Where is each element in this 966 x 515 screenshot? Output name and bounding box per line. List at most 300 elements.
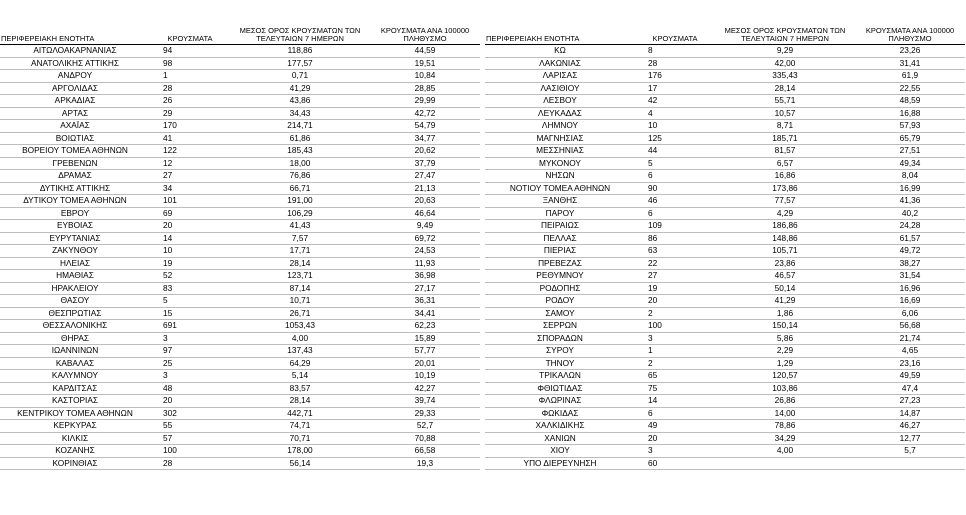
cell-avg7: 43,86 [230, 95, 370, 108]
cell-cases: 15 [150, 307, 230, 320]
cell-region: ΧΑΛΚΙΔΙΚΗΣ [485, 420, 635, 433]
cell-cases: 17 [635, 82, 715, 95]
table-row [0, 257, 480, 270]
cell-avg7: 214,71 [230, 120, 370, 133]
cell-cases: 20 [150, 220, 230, 233]
cell-per100k: 29,33 [370, 407, 480, 420]
cell-per100k [855, 457, 965, 470]
cell-per100k: 8,04 [855, 170, 965, 183]
header-avg7: ΜΕΣΟΣ ΟΡΟΣ ΚΡΟΥΣΜΑΤΩΝ ΤΩΝ ΤΕΛΕΥΤΑΙΩΝ 7 ΗΜΕΡΩΝ [715, 0, 855, 45]
cell-cases: 176 [635, 70, 715, 83]
table-row [0, 82, 480, 95]
cell-per100k: 46,64 [370, 207, 480, 220]
cell-region: ΠΡΕΒΕΖΑΣ [485, 257, 635, 270]
cell-avg7: 16,86 [715, 170, 855, 183]
cell-avg7: 77,57 [715, 195, 855, 208]
cell-region: ΑΧΑΪΑΣ [0, 120, 150, 133]
cell-cases: 6 [635, 170, 715, 183]
cell-per100k: 42,27 [370, 382, 480, 395]
cell-region: ΛΑΡΙΣΑΣ [485, 70, 635, 83]
cell-region: ΜΥΚΟΝΟΥ [485, 157, 635, 170]
table-row [485, 45, 965, 58]
table-row [0, 420, 480, 433]
cell-avg7: 18,00 [230, 157, 370, 170]
cell-avg7: 83,57 [230, 382, 370, 395]
cell-region: ΜΑΓΝΗΣΙΑΣ [485, 132, 635, 145]
cell-per100k: 24,53 [370, 245, 480, 258]
cell-region: ΞΑΝΘΗΣ [485, 195, 635, 208]
cell-avg7: 173,86 [715, 182, 855, 195]
table-row [485, 70, 965, 83]
cell-avg7: 9,29 [715, 45, 855, 58]
cell-avg7: 28,14 [230, 257, 370, 270]
cell-per100k: 19,3 [370, 457, 480, 470]
cell-avg7: 87,14 [230, 282, 370, 295]
cell-per100k: 9,49 [370, 220, 480, 233]
cell-cases: 1 [635, 345, 715, 358]
cell-cases: 49 [635, 420, 715, 433]
cell-cases: 28 [150, 82, 230, 95]
cell-avg7: 177,57 [230, 57, 370, 70]
cell-avg7: 5,86 [715, 332, 855, 345]
cell-cases: 8 [635, 45, 715, 58]
table-row [485, 457, 965, 470]
cell-per100k: 37,79 [370, 157, 480, 170]
table-row [485, 95, 965, 108]
cell-cases: 100 [635, 320, 715, 333]
table-row [0, 45, 480, 58]
left-table-half [0, 0, 480, 470]
cell-cases: 75 [635, 382, 715, 395]
cell-avg7: 10,71 [230, 295, 370, 308]
header-region: ΠΕΡΙΦΕΡΕΙΑΚΗ ΕΝΟΤΗΤΑ [485, 0, 635, 45]
cell-per100k: 28,85 [370, 82, 480, 95]
cell-region: ΦΘΙΩΤΙΔΑΣ [485, 382, 635, 395]
cell-cases: 86 [635, 232, 715, 245]
cell-cases: 48 [150, 382, 230, 395]
cell-region: ΣΠΟΡΑΔΩΝ [485, 332, 635, 345]
table-row [0, 245, 480, 258]
cell-per100k: 15,89 [370, 332, 480, 345]
cell-avg7: 106,29 [230, 207, 370, 220]
cell-avg7: 105,71 [715, 245, 855, 258]
cell-avg7: 178,00 [230, 445, 370, 458]
cell-cases: 122 [150, 145, 230, 158]
cell-avg7: 34,43 [230, 107, 370, 120]
table-row [485, 420, 965, 433]
cell-region: ΔΥΤΙΚΟΥ ΤΟΜΕΑ ΑΘΗΝΩΝ [0, 195, 150, 208]
table-row [485, 182, 965, 195]
cell-per100k: 41,36 [855, 195, 965, 208]
cell-cases: 10 [150, 245, 230, 258]
cell-avg7: 26,71 [230, 307, 370, 320]
cell-avg7: 76,86 [230, 170, 370, 183]
table-row [0, 220, 480, 233]
cell-per100k: 27,47 [370, 170, 480, 183]
cell-per100k: 4,65 [855, 345, 965, 358]
table-row [485, 445, 965, 458]
cell-cases: 60 [635, 457, 715, 470]
cell-region: ΝΟΤΙΟΥ ΤΟΜΕΑ ΑΘΗΝΩΝ [485, 182, 635, 195]
table-row [485, 220, 965, 233]
cell-cases: 25 [150, 357, 230, 370]
cell-cases: 46 [635, 195, 715, 208]
cell-cases: 42 [635, 95, 715, 108]
cell-per100k: 48,59 [855, 95, 965, 108]
header-per100k: ΚΡΟΥΣΜΑΤΑ ΑΝΑ 100000 ΠΛΗΘΥΣΜΟ [855, 0, 965, 45]
cell-cases: 44 [635, 145, 715, 158]
cell-per100k: 49,34 [855, 157, 965, 170]
cell-cases: 22 [635, 257, 715, 270]
table-row [485, 395, 965, 408]
cell-per100k: 39,74 [370, 395, 480, 408]
table-row [485, 382, 965, 395]
cell-per100k: 10,19 [370, 370, 480, 383]
header-avg7: ΜΕΣΟΣ ΟΡΟΣ ΚΡΟΥΣΜΑΤΩΝ ΤΩΝ ΤΕΛΕΥΤΑΙΩΝ 7 ΗΜΕΡΩΝ [230, 0, 370, 45]
cell-avg7: 442,71 [230, 407, 370, 420]
table-row [0, 445, 480, 458]
cell-avg7: 56,14 [230, 457, 370, 470]
cell-region: ΣΕΡΡΩΝ [485, 320, 635, 333]
cell-cases: 2 [635, 307, 715, 320]
cell-cases: 20 [635, 295, 715, 308]
cell-per100k: 42,72 [370, 107, 480, 120]
table-row [485, 282, 965, 295]
cell-per100k: 61,57 [855, 232, 965, 245]
cell-per100k: 16,88 [855, 107, 965, 120]
cell-per100k: 44,59 [370, 45, 480, 58]
cell-region: ΘΕΣΣΑΛΟΝΙΚΗΣ [0, 320, 150, 333]
cell-avg7: 1053,43 [230, 320, 370, 333]
cell-per100k: 22,55 [855, 82, 965, 95]
cell-region: ΧΙΟΥ [485, 445, 635, 458]
table-row [0, 170, 480, 183]
cell-region: ΚΙΛΚΙΣ [0, 432, 150, 445]
cell-region: ΑΡΤΑΣ [0, 107, 150, 120]
cell-region: ΗΡΑΚΛΕΙΟΥ [0, 282, 150, 295]
cell-avg7: 7,57 [230, 232, 370, 245]
cell-per100k: 20,01 [370, 357, 480, 370]
cell-cases: 100 [150, 445, 230, 458]
table-row [485, 370, 965, 383]
cell-per100k: 23,16 [855, 357, 965, 370]
table-row [0, 132, 480, 145]
cell-per100k: 56,68 [855, 320, 965, 333]
cell-avg7: 137,43 [230, 345, 370, 358]
table-row [485, 207, 965, 220]
cell-cases: 63 [635, 245, 715, 258]
cell-region: ΛΕΣΒΟΥ [485, 95, 635, 108]
table-row [485, 270, 965, 283]
cell-cases: 65 [635, 370, 715, 383]
cell-region: ΤΡΙΚΑΛΩΝ [485, 370, 635, 383]
cell-cases: 3 [150, 332, 230, 345]
cell-region: ΠΙΕΡΙΑΣ [485, 245, 635, 258]
cell-per100k: 14,87 [855, 407, 965, 420]
cell-avg7: 1,86 [715, 307, 855, 320]
header-region: ΠΕΡΙΦΕΡΕΙΑΚΗ ΕΝΟΤΗΤΑ [0, 0, 150, 45]
cell-region: ΚΟΡΙΝΘΙΑΣ [0, 457, 150, 470]
cell-avg7: 42,00 [715, 57, 855, 70]
cell-avg7: 41,29 [230, 82, 370, 95]
table-body-right [485, 45, 965, 470]
cell-region: ΧΑΝΙΩΝ [485, 432, 635, 445]
cell-region: ΠΕΙΡΑΙΩΣ [485, 220, 635, 233]
cell-per100k: 34,77 [370, 132, 480, 145]
table-row [0, 145, 480, 158]
cell-per100k: 21,13 [370, 182, 480, 195]
cell-region: ΘΑΣΟΥ [0, 295, 150, 308]
cell-region: ΚΕΡΚΥΡΑΣ [0, 420, 150, 433]
cell-region: ΕΒΡΟΥ [0, 207, 150, 220]
cell-region: ΣΑΜΟΥ [485, 307, 635, 320]
cell-per100k: 65,79 [855, 132, 965, 145]
cell-cases: 19 [635, 282, 715, 295]
cell-avg7: 0,71 [230, 70, 370, 83]
cell-avg7 [715, 457, 855, 470]
cell-cases: 1 [150, 70, 230, 83]
cell-region: ΣΥΡΟΥ [485, 345, 635, 358]
table-row [485, 307, 965, 320]
cell-cases: 6 [635, 407, 715, 420]
table-row [485, 245, 965, 258]
cell-per100k: 16,69 [855, 295, 965, 308]
cell-per100k: 49,59 [855, 370, 965, 383]
cell-cases: 69 [150, 207, 230, 220]
cell-cases: 170 [150, 120, 230, 133]
cell-region: ΗΛΕΙΑΣ [0, 257, 150, 270]
cell-cases: 27 [635, 270, 715, 283]
cell-cases: 94 [150, 45, 230, 58]
table-row [0, 195, 480, 208]
cell-avg7: 4,00 [715, 445, 855, 458]
cell-avg7: 6,57 [715, 157, 855, 170]
cell-avg7: 150,14 [715, 320, 855, 333]
cell-per100k: 70,88 [370, 432, 480, 445]
cell-region: ΛΕΥΚΑΔΑΣ [485, 107, 635, 120]
cell-cases: 83 [150, 282, 230, 295]
cell-region: ΕΥΡΥΤΑΝΙΑΣ [0, 232, 150, 245]
cell-per100k: 10,84 [370, 70, 480, 83]
cell-avg7: 66,71 [230, 182, 370, 195]
table-row [485, 407, 965, 420]
cell-avg7: 28,14 [230, 395, 370, 408]
cell-region: ΡΟΔΟΠΗΣ [485, 282, 635, 295]
header-cases: ΚΡΟΥΣΜΑΤΑ [150, 0, 230, 45]
table-row [485, 332, 965, 345]
cell-per100k: 57,77 [370, 345, 480, 358]
cell-avg7: 17,71 [230, 245, 370, 258]
cell-cases: 26 [150, 95, 230, 108]
table-row [485, 157, 965, 170]
cell-per100k: 27,23 [855, 395, 965, 408]
cell-avg7: 81,57 [715, 145, 855, 158]
cell-avg7: 41,29 [715, 295, 855, 308]
table-row [0, 320, 480, 333]
cell-avg7: 5,14 [230, 370, 370, 383]
cell-region: ΡΟΔΟΥ [485, 295, 635, 308]
cell-avg7: 4,29 [715, 207, 855, 220]
cell-avg7: 118,86 [230, 45, 370, 58]
cell-region: ΚΑΒΑΛΑΣ [0, 357, 150, 370]
cell-region: ΦΩΚΙΔΑΣ [485, 407, 635, 420]
cell-avg7: 74,71 [230, 420, 370, 433]
cell-avg7: 55,71 [715, 95, 855, 108]
cell-avg7: 4,00 [230, 332, 370, 345]
cell-per100k: 57,93 [855, 120, 965, 133]
cell-region: ΘΕΣΠΡΩΤΙΑΣ [0, 307, 150, 320]
cell-region: ΦΛΩΡΙΝΑΣ [485, 395, 635, 408]
table-row [485, 145, 965, 158]
cell-region: ΠΑΡΟΥ [485, 207, 635, 220]
cell-region: ΗΜΑΘΙΑΣ [0, 270, 150, 283]
table-row [0, 407, 480, 420]
table-row [0, 345, 480, 358]
cell-cases: 20 [150, 395, 230, 408]
table-row [0, 95, 480, 108]
table-row [485, 57, 965, 70]
table-row [485, 120, 965, 133]
table-row [0, 307, 480, 320]
table-row [485, 132, 965, 145]
cell-per100k: 31,41 [855, 57, 965, 70]
cell-region: ΚΕΝΤΡΙΚΟΥ ΤΟΜΕΑ ΑΘΗΝΩΝ [0, 407, 150, 420]
cell-region: ΙΩΑΝΝΙΝΩΝ [0, 345, 150, 358]
table-row [485, 170, 965, 183]
right-table-half [485, 0, 965, 470]
cell-per100k: 46,27 [855, 420, 965, 433]
table-row [485, 257, 965, 270]
cell-avg7: 23,86 [715, 257, 855, 270]
cell-per100k: 36,31 [370, 295, 480, 308]
cell-cases: 2 [635, 357, 715, 370]
cell-cases: 101 [150, 195, 230, 208]
cell-cases: 90 [635, 182, 715, 195]
cases-table-right [485, 0, 965, 470]
cell-cases: 302 [150, 407, 230, 420]
table-row [0, 370, 480, 383]
cell-region: ΜΕΣΣΗΝΙΑΣ [485, 145, 635, 158]
table-row [0, 207, 480, 220]
cell-per100k: 31,54 [855, 270, 965, 283]
cell-cases: 28 [635, 57, 715, 70]
cell-cases: 5 [635, 157, 715, 170]
cell-region: ΘΗΡΑΣ [0, 332, 150, 345]
table-row [485, 82, 965, 95]
table-row [0, 182, 480, 195]
cell-region: ΛΑΣΙΘΙΟΥ [485, 82, 635, 95]
cell-cases: 34 [150, 182, 230, 195]
table-row [0, 107, 480, 120]
cases-table-left [0, 0, 480, 470]
cell-region: ΑΙΤΩΛΟΑΚΑΡΝΑΝΙΑΣ [0, 45, 150, 58]
cell-region: ΖΑΚΥΝΘΟΥ [0, 245, 150, 258]
cell-avg7: 41,43 [230, 220, 370, 233]
table-row [485, 357, 965, 370]
header-per100k: ΚΡΟΥΣΜΑΤΑ ΑΝΑ 100000 ΠΛΗΘΥΣΜΟ [370, 0, 480, 45]
cell-per100k: 12,77 [855, 432, 965, 445]
cell-avg7: 26,86 [715, 395, 855, 408]
header-row [0, 0, 480, 45]
cell-cases: 14 [150, 232, 230, 245]
cell-per100k: 40,2 [855, 207, 965, 220]
cell-region: ΔΡΑΜΑΣ [0, 170, 150, 183]
cell-region: ΚΟΖΑΝΗΣ [0, 445, 150, 458]
cell-avg7: 186,86 [715, 220, 855, 233]
cell-cases: 14 [635, 395, 715, 408]
cell-per100k: 16,96 [855, 282, 965, 295]
cell-cases: 5 [150, 295, 230, 308]
cell-cases: 3 [150, 370, 230, 383]
cell-avg7: 185,43 [230, 145, 370, 158]
cell-cases: 12 [150, 157, 230, 170]
header-cases: ΚΡΟΥΣΜΑΤΑ [635, 0, 715, 45]
cell-avg7: 10,57 [715, 107, 855, 120]
cell-cases: 4 [635, 107, 715, 120]
cell-avg7: 1,29 [715, 357, 855, 370]
cell-region: ΑΝΑΤΟΛΙΚΗΣ ΑΤΤΙΚΗΣ [0, 57, 150, 70]
cell-per100k: 5,7 [855, 445, 965, 458]
cell-region: ΑΝΔΡΟΥ [0, 70, 150, 83]
table-row [0, 332, 480, 345]
table-row [485, 295, 965, 308]
table-row [0, 432, 480, 445]
cell-avg7: 70,71 [230, 432, 370, 445]
cell-region: ΚΩ [485, 45, 635, 58]
table-row [0, 157, 480, 170]
cell-per100k: 54,79 [370, 120, 480, 133]
cell-cases: 29 [150, 107, 230, 120]
cell-per100k: 16,99 [855, 182, 965, 195]
table-row [485, 232, 965, 245]
table-row [0, 357, 480, 370]
cell-avg7: 123,71 [230, 270, 370, 283]
cell-cases: 125 [635, 132, 715, 145]
cell-per100k: 20,63 [370, 195, 480, 208]
cell-per100k: 21,74 [855, 332, 965, 345]
cell-per100k: 19,51 [370, 57, 480, 70]
cell-cases: 691 [150, 320, 230, 333]
cell-cases: 41 [150, 132, 230, 145]
cell-cases: 10 [635, 120, 715, 133]
cell-cases: 20 [635, 432, 715, 445]
cell-cases: 3 [635, 332, 715, 345]
cell-per100k: 52,7 [370, 420, 480, 433]
cell-per100k: 23,26 [855, 45, 965, 58]
cell-region: ΕΥΒΟΙΑΣ [0, 220, 150, 233]
cell-region: ΚΑΣΤΟΡΙΑΣ [0, 395, 150, 408]
table-row [0, 270, 480, 283]
cell-region: ΚΑΡΔΙΤΣΑΣ [0, 382, 150, 395]
cell-per100k: 27,17 [370, 282, 480, 295]
cell-avg7: 335,43 [715, 70, 855, 83]
table-row [0, 382, 480, 395]
table-body-left [0, 45, 480, 470]
cell-cases: 109 [635, 220, 715, 233]
cell-avg7: 14,00 [715, 407, 855, 420]
cell-region: ΒΟΡΕΙΟΥ ΤΟΜΕΑ ΑΘΗΝΩΝ [0, 145, 150, 158]
cell-avg7: 78,86 [715, 420, 855, 433]
cell-per100k: 11,93 [370, 257, 480, 270]
cell-cases: 57 [150, 432, 230, 445]
cell-avg7: 103,86 [715, 382, 855, 395]
cell-avg7: 28,14 [715, 82, 855, 95]
cell-region: ΔΥΤΙΚΗΣ ΑΤΤΙΚΗΣ [0, 182, 150, 195]
table-row [485, 195, 965, 208]
cell-avg7: 46,57 [715, 270, 855, 283]
cell-avg7: 185,71 [715, 132, 855, 145]
table-row [0, 70, 480, 83]
